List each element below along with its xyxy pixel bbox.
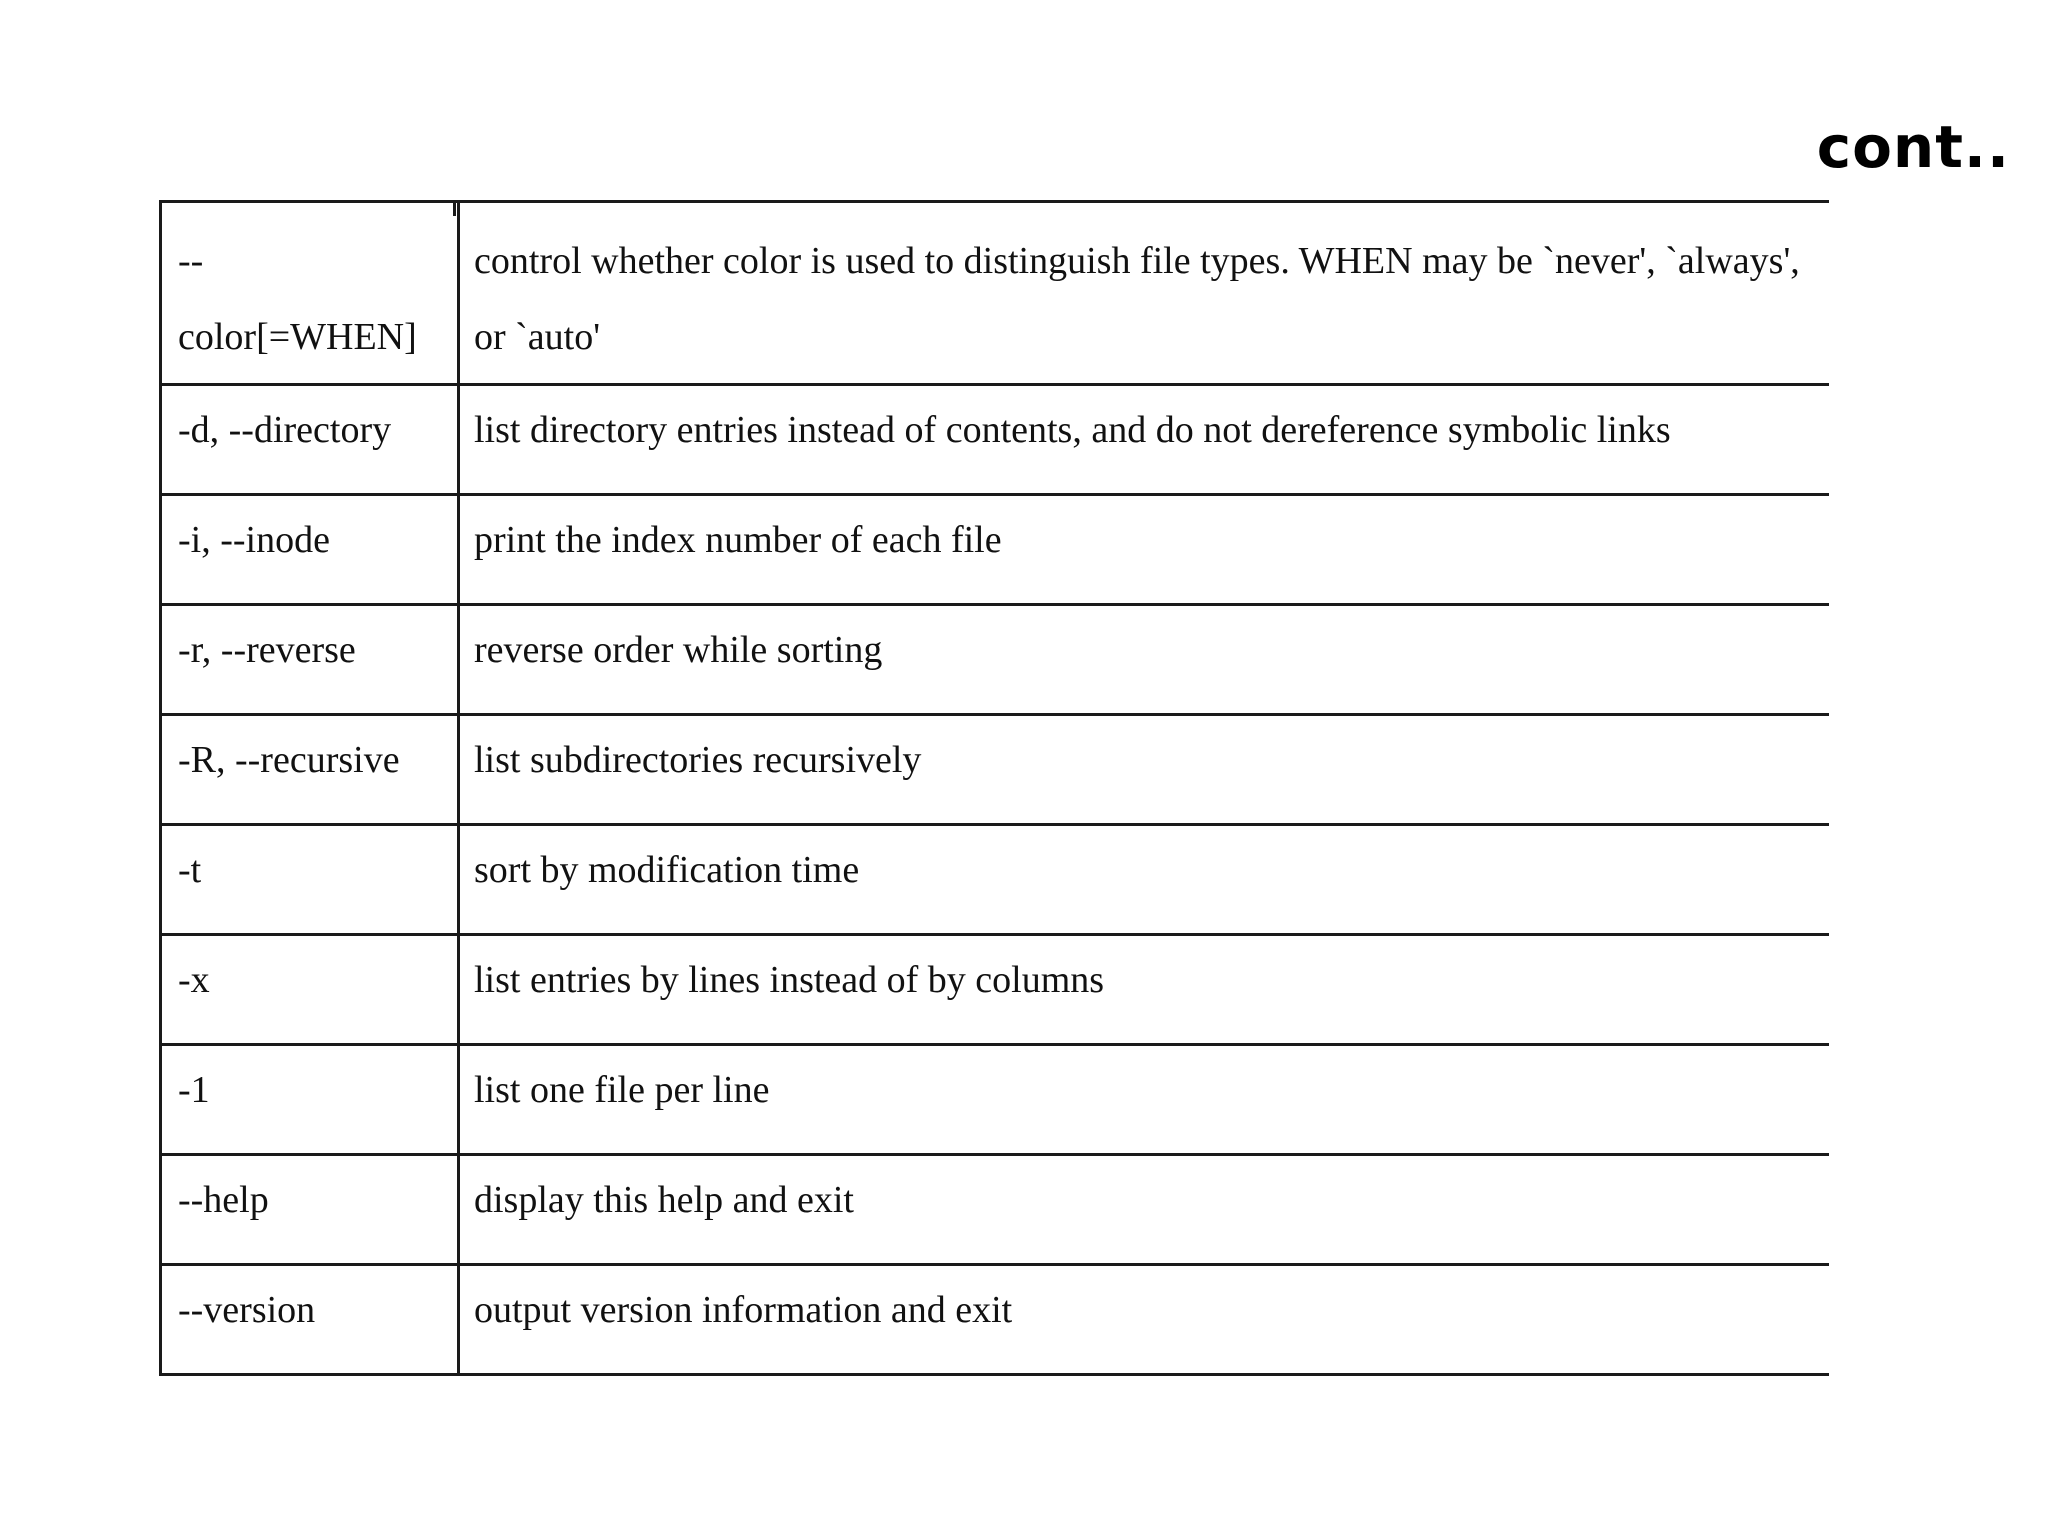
table-row xyxy=(161,1265,1830,1375)
description-cell: output version information and exit xyxy=(459,1265,1830,1375)
option-cell: -R, --recursive xyxy=(161,715,459,825)
option-cell: --help xyxy=(161,1155,459,1265)
table-row xyxy=(161,935,1830,1045)
option-cell: -1 xyxy=(161,1045,459,1155)
slide-title: cont.. xyxy=(1816,113,2010,181)
table-row xyxy=(161,715,1830,825)
description-cell: list directory entries instead of contents, and do not dereference symbolic links xyxy=(459,385,1830,495)
option-text-line2: color[=WHEN] xyxy=(178,316,417,358)
table-row xyxy=(161,1155,1830,1265)
table-row xyxy=(161,385,1830,495)
description-cell: list subdirectories recursively xyxy=(459,715,1830,825)
description-cell: print the index number of each file xyxy=(459,495,1830,605)
option-text-line1: -- xyxy=(178,240,204,282)
option-cell: -r, --reverse xyxy=(161,605,459,715)
table-row xyxy=(161,605,1830,715)
option-cell: -i, --inode xyxy=(161,495,459,605)
description-cell: list one file per line xyxy=(459,1045,1830,1155)
description-cell: display this help and exit xyxy=(459,1155,1830,1265)
description-cell: sort by modification time xyxy=(459,825,1830,935)
ls-options-table xyxy=(159,200,1829,1376)
description-cell: list entries by lines instead of by columns xyxy=(459,935,1830,1045)
option-cell: -t xyxy=(161,825,459,935)
description-cell: control whether color is used to distinguish file types. WHEN may be `never', `always', or `auto' xyxy=(459,202,1830,385)
option-cell xyxy=(161,202,459,385)
description-cell: reverse order while sorting xyxy=(459,605,1830,715)
table-row xyxy=(161,1045,1830,1155)
option-cell: --version xyxy=(161,1265,459,1375)
option-cell: -d, --directory xyxy=(161,385,459,495)
option-cell: -x xyxy=(161,935,459,1045)
table-row xyxy=(161,825,1830,935)
table-row xyxy=(161,495,1830,605)
table-row xyxy=(161,202,1830,385)
